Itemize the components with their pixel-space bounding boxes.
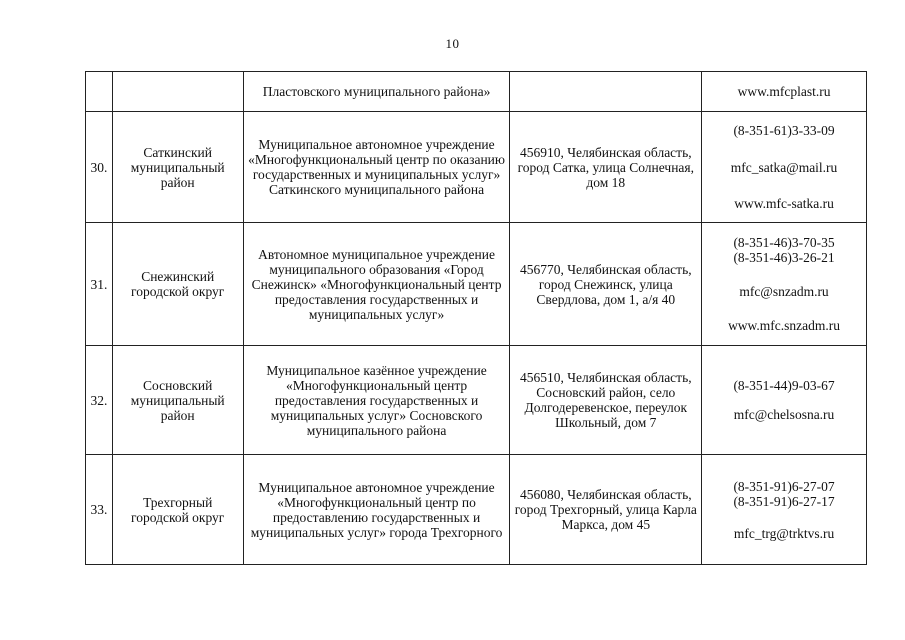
address-cell: 456910, Челябинская область, город Сатка, улица Солнечная, дом 18	[510, 112, 702, 223]
email-address: mfc_satka@mail.ru	[730, 159, 838, 175]
district-cell: Сосновский муниципальный район	[112, 346, 243, 455]
row-number-cell: 33.	[86, 455, 113, 565]
table-row	[86, 455, 867, 565]
contacts-cell	[702, 346, 867, 455]
website-address: www.mfc-satka.ru	[734, 196, 834, 211]
table-row	[86, 346, 867, 455]
row-number-cell: 30.	[86, 112, 113, 223]
table-row	[86, 112, 867, 223]
phone-list	[733, 235, 834, 265]
phone-number: (8-351-46)3-26-21	[733, 250, 835, 265]
table-row-continuation	[86, 72, 867, 112]
address-cell: 456510, Челябинская область, Сосновский район, село Долгодеревенское, переулок Школьный, дом 7	[510, 346, 702, 455]
mfc-registry-table	[85, 71, 867, 565]
page-number: 10	[445, 36, 460, 51]
row-number-cell	[86, 72, 113, 112]
phone-number: (8-351-91)6-27-17	[733, 493, 835, 509]
email-address: mfc@chelsosna.ru	[733, 407, 835, 422]
address-cell	[510, 72, 702, 112]
district-cell: Трехгорный городской округ	[112, 455, 243, 565]
contacts-cell	[702, 223, 867, 346]
phone-list	[733, 378, 834, 393]
phone-list	[733, 479, 834, 509]
district-cell	[112, 72, 243, 112]
organization-cell: Автономное муниципальное учреждение муниципального образования «Город Снежинск» «Многофункциональный центр предоставления государственных и муниципальных услуг»	[243, 223, 510, 346]
row-number-cell: 31.	[86, 223, 113, 346]
phone-number: (8-351-46)3-70-35	[733, 235, 835, 250]
email-address: mfc_trg@trktvs.ru	[733, 525, 835, 541]
district-cell: Снежинский городской округ	[112, 223, 243, 346]
phone-number: (8-351-91)6-27-07	[733, 478, 835, 494]
row-number-cell: 32.	[86, 346, 113, 455]
contacts-cell	[702, 112, 867, 223]
district-cell: Саткинский муниципальный район	[112, 112, 243, 223]
address-cell: 456770, Челябинская область, город Снежинск, улица Свердлова, дом 1, а/я 40	[510, 223, 702, 346]
organization-cell: Муниципальное автономное учреждение «Многофункциональный центр по предоставлению государственных и муниципальных услуг» города Трехгорного	[243, 455, 510, 565]
website-cell: www.mfcplast.ru	[702, 72, 867, 112]
website-address: www.mfc.snzadm.ru	[728, 318, 841, 333]
organization-cell: Пластовского муниципального района»	[243, 72, 510, 112]
contacts-cell	[702, 455, 867, 565]
address-cell: 456080, Челябинская область, город Трехгорный, улица Карла Маркса, дом 45	[510, 455, 702, 565]
organization-cell: Муниципальное казённое учреждение «Многофункциональный центр предоставления государственных и муниципальных услуг» Сосновского муниципального района	[243, 346, 510, 455]
email-address: mfc@snzadm.ru	[739, 284, 829, 299]
table-row	[86, 223, 867, 346]
phone-number: (8-351-44)9-03-67	[733, 378, 835, 393]
organization-cell: Муниципальное автономное учреждение «Многофункциональный центр по оказанию государственных и муниципальных услуг» Саткинского муниципального района	[243, 112, 510, 223]
phone-list	[733, 123, 834, 138]
phone-number: (8-351-61)3-33-09	[733, 123, 835, 138]
